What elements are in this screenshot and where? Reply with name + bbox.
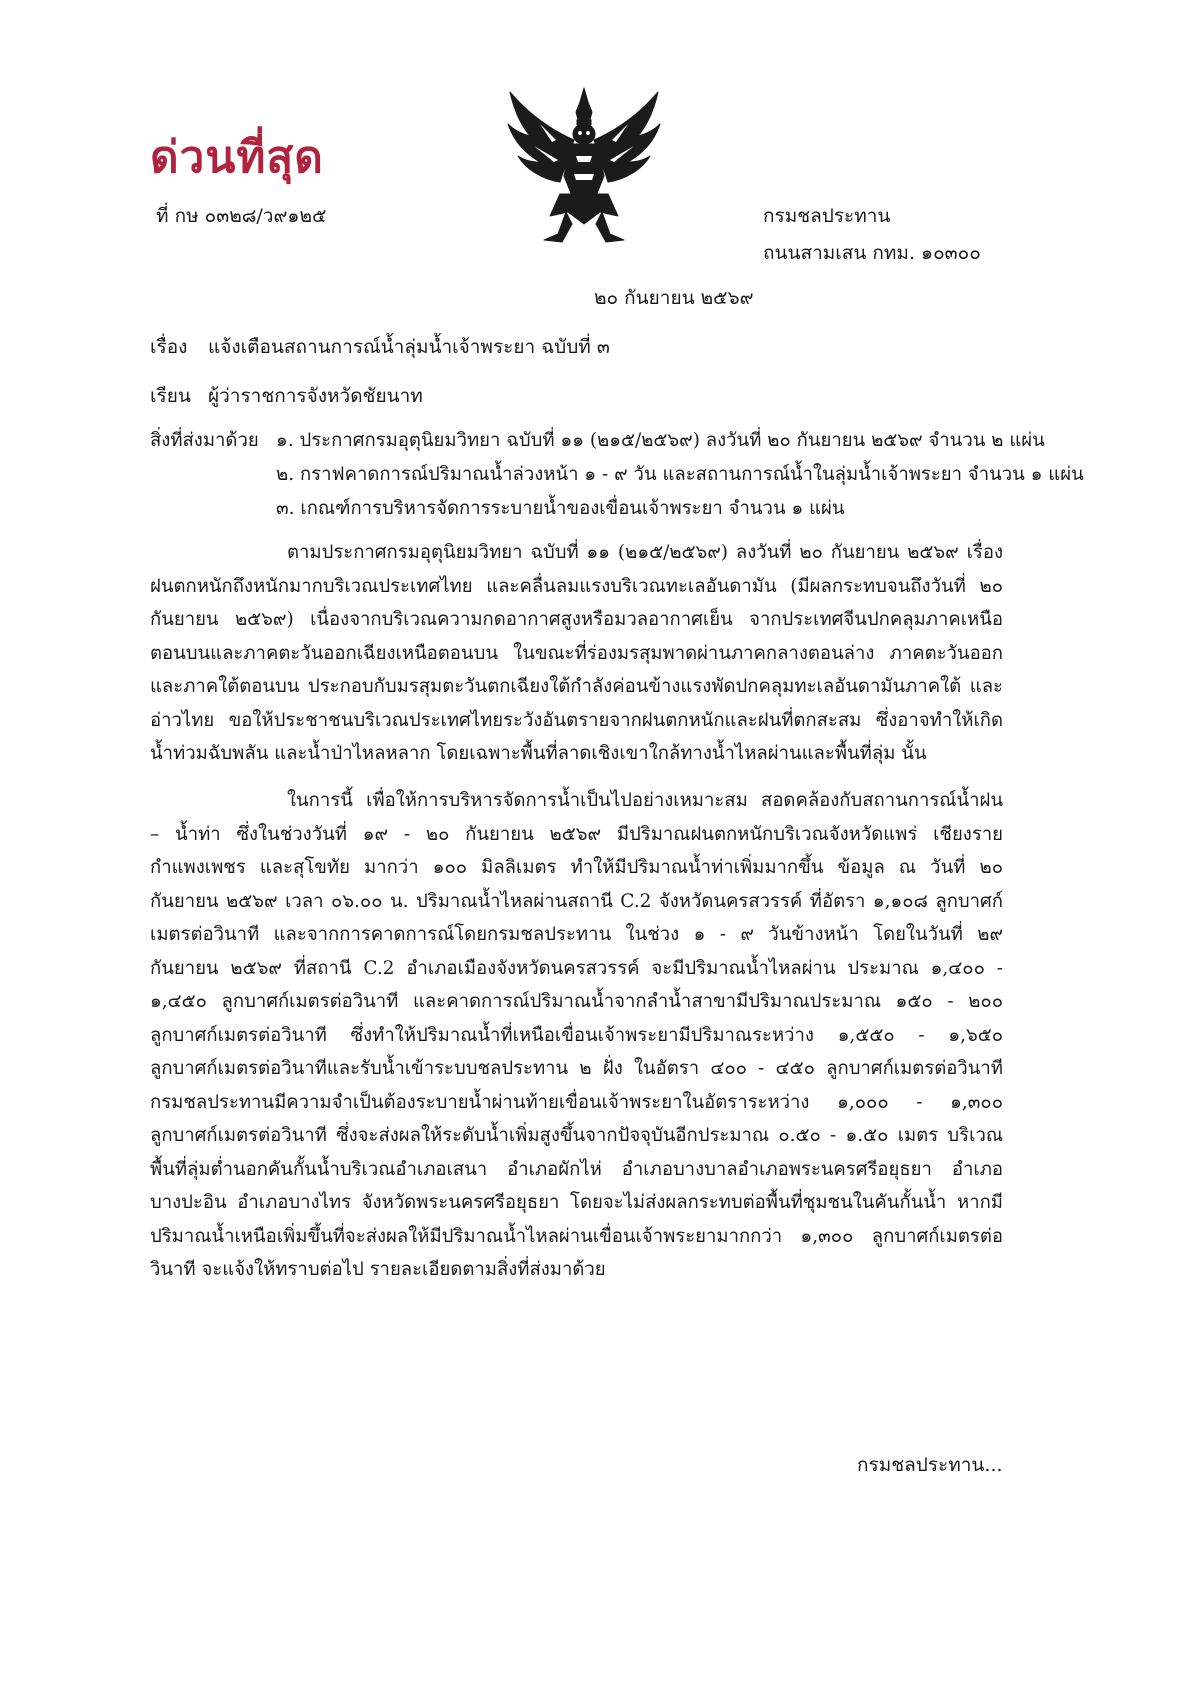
recipient-text: ผู้ว่าราชการจังหวัดชัยนาท xyxy=(208,385,423,407)
letter-date: ๒๐ กันยายน ๒๕๖๙ xyxy=(594,287,754,309)
sender-address: ถนนสามเสน กทม. ๑๐๓๐๐ xyxy=(763,242,981,264)
recipient-label: เรียน xyxy=(150,385,191,407)
urgency-heading: ด่วนที่สุด xyxy=(150,132,324,183)
body-paragraph-1: ตามประกาศกรมอุตุนิยมวิทยา ฉบับที่ ๑๑ (๒๑๕/๒๕๖๙) ลงวันที่ ๒๐ กันยายน ๒๕๖๙ เรื่อง ฝนตกหนักถึงหนักมากบริเวณประเทศไทย และคลื่นลมแรงบริเวณทะเลอันดามัน (มีผลกระทบจนถึงวันที่ ๒๐ กันยายน ๒๕๖๙) เนื่องจากบริเวณความกดอากาศสูงหรือมวลอากาศเย็น จากประเทศจีนปกคลุมภาคเหนือตอนบนและภาคตะวันออกเฉียงเหนือตอนบน ในขณะที่ร่องมรสุมพาดผ่านภาคกลางตอนล่าง ภาคตะวันออก และภาคใต้ตอนบน ประกอบกับมรสุมตะวันตกเฉียงใต้กำลังค่อนข้างแรงพัดปกคลุมทะเลอันดามันภาคใต้ และอ่าวไทย ขอให้ประชาชนบริเวณประเทศไทยระวังอันตรายจากฝนตกหนักและฝนที่ตกสะสม ซึ่งอาจทำให้เกิดน้ำท่วมฉับพลัน และน้ำป่าไหลหลาก โดยเฉพาะพื้นที่ลาดเชิงเขาใกล้ทางน้ำไหลผ่านและพื้นที่ลุ่ม นั้น xyxy=(150,542,1003,764)
continuation-note: กรมชลประทาน... xyxy=(857,1454,1003,1476)
subject-label: เรื่อง xyxy=(150,336,188,358)
body-paragraph-2: ในการนี้ เพื่อให้การบริหารจัดการน้ำเป็นไปอย่างเหมาะสม สอดคล้องกับสถานการณ์น้ำฝน – น้ำท่า ซึ่งในช่วงวันที่ ๑๙ - ๒๐ กันยายน ๒๕๖๙ มีปริมาณฝนตกหนักบริเวณจังหวัดแพร่ เชียงราย กำแพงเพชร และสุโขทัย มากว่า ๑๐๐ มิลลิเมตร ทำให้มีปริมาณน้ำท่าเพิ่มมากขึ้น ข้อมูล ณ วันที่ ๒๐ กันยายน ๒๕๖๙ เวลา ๐๖.๐๐ น. ปริมาณน้ำไหลผ่านสถานี C.2 จังหวัดนครสวรรค์ ที่อัตรา ๑,๑๐๘ ลูกบาศก์เมตรต่อวินาที และจากการคาดการณ์โดยกรมชลประทาน ในช่วง ๑ - ๙ วันข้างหน้า โดยในวันที่ ๒๙ กันยายน ๒๕๖๙ ที่สถานี C.2 อำเภอเมืองจังหวัดนครสวรรค์ จะมีปริมาณน้ำไหลผ่าน ประมาณ ๑,๔๐๐ - ๑,๔๕๐ ลูกบาศก์เมตรต่อวินาที และคาดการณ์ปริมาณน้ำจากลำน้ำสาขามีปริมาณประมาณ ๑๕๐ - ๒๐๐ ลูกบาศก์เมตรต่อวินาที ซึ่งทำให้ปริมาณน้ำที่เหนือเขื่อนเจ้าพระยามีปริมาณระหว่าง ๑,๕๕๐ - ๑,๖๕๐ ลูกบาศก์เมตรต่อวินาทีและรับน้ำเข้าระบบชลประทาน ๒ ฝั่ง ในอัตรา ๔๐๐ - ๔๕๐ ลูกบาศก์เมตรต่อวินาที กรมชลประทานมีความจำเป็นต้องระบายน้ำผ่านท้ายเขื่อนเจ้าพระยาในอัตราระหว่าง ๑,๐๐๐ - ๑,๓๐๐ ลูกบาศก์เมตรต่อวินาที ซึ่งจะส่งผลให้ระดับน้ำเพิ่มสูงขึ้นจากปัจจุบันอีกประมาณ ๐.๕๐ - ๑.๕๐ เมตร บริเวณพื้นที่ลุ่มต่ำนอกคันกั้นน้ำบริเวณอำเภอเสนา อำเภอผักไห่ อำเภอบางบาลอำเภอพระนครศรีอยุธยา อำเภอบางปะอิน อำเภอบางไทร จังหวัดพระนครศรีอยุธยา โดยจะไม่ส่งผลกระทบต่อพื้นที่ชุมชนในคันกั้นน้ำ หากมีปริมาณน้ำเหนือเพิ่มขึ้นที่จะส่งผลให้มีปริมาณน้ำไหลผ่านเขื่อนเจ้าพระยามากกว่า ๑,๓๐๐ ลูกบาศก์เมตรต่อวินาที จะแจ้งให้ทราบต่อไป รายละเอียดตามสิ่งที่ส่งมาด้วย xyxy=(150,790,1003,1280)
sender-organization: กรมชลประทาน xyxy=(763,205,891,227)
attachment-item: ๓. เกณฑ์การบริหารจัดการระบายน้ำของเขื่อนเจ้าพระยา จำนวน ๑ แผ่น xyxy=(276,498,845,519)
subject-text: แจ้งเตือนสถานการณ์น้ำลุ่มน้ำเจ้าพระยา ฉบับที่ ๓ xyxy=(208,336,610,358)
attachments-label: สิ่งที่ส่งมาด้วย xyxy=(150,430,259,451)
attachment-item: ๑. ประกาศกรมอุตุนิยมวิทยา ฉบับที่ ๑๑ (๒๑๕/๒๕๖๙) ลงวันที่ ๒๐ กันยายน ๒๕๖๙ จำนวน ๒ แผ่น xyxy=(276,430,1045,451)
reference-number: ที่ กษ ๐๓๒๘/ว๙๑๒๕ xyxy=(156,205,327,227)
attachment-item: ๒. กราฟคาดการณ์ปริมาณน้ำล่วงหน้า ๑ - ๙ วัน และสถานการณ์น้ำในลุ่มน้ำเจ้าพระยา จำนวน ๑ แผ่น xyxy=(276,464,1084,485)
garuda-emblem-icon xyxy=(500,84,668,246)
